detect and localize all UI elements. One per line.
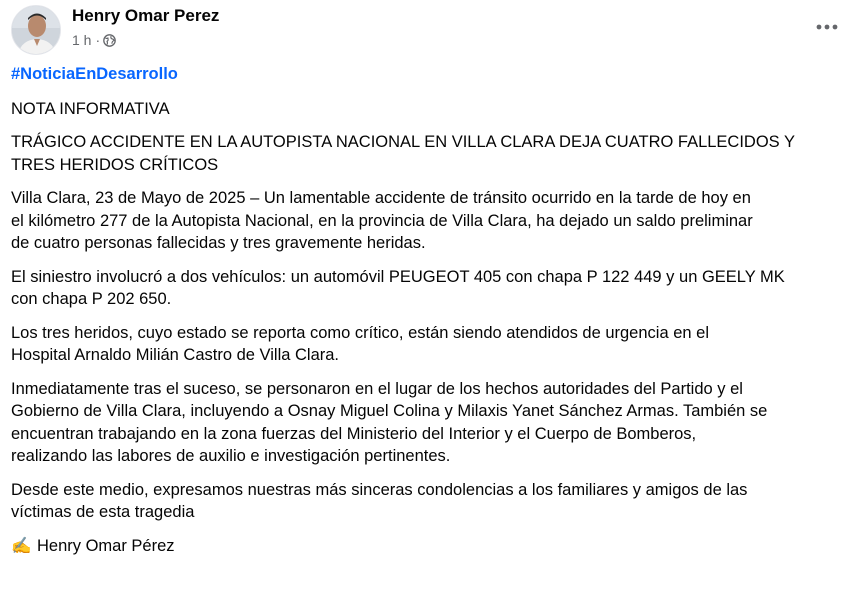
text-line: El siniestro involucró a dos vehículos: un automóvil PEUGEOT 405 con chapa P 122 449 y un GEELY MK [11, 267, 785, 286]
text-line: NOTA INFORMATIVA [11, 99, 170, 118]
signature-name: Henry Omar Pérez [37, 536, 175, 555]
text-line: víctimas de esta tragedia [11, 503, 195, 521]
text-line: con chapa P 202 650. [11, 290, 172, 308]
paragraph-injured [11, 322, 850, 367]
text-line: encuentran trabajando en la zona fuerzas del Ministerio del Interior y el Cuerpo de Bomberos, [11, 424, 697, 443]
text-line: Hospital Arnaldo Milián Castro de Villa Clara. [11, 346, 340, 364]
text-line: Inmediatamente tras el suceso, se personaron en el lugar de los hechos autoridades del Partido y el [11, 379, 743, 398]
text-line: el kilómetro 277 de la Autopista Nacional, en la provincia de Villa Clara, ha dejado un saldo preliminar [11, 211, 753, 230]
more-options-button[interactable] [813, 13, 841, 41]
hashtag-line [11, 63, 850, 86]
paragraph-condolences [11, 479, 850, 524]
globe-icon[interactable] [103, 34, 116, 47]
signature-line [11, 535, 850, 558]
avatar-photo [12, 6, 61, 55]
text-line: Desde este medio, expresamos nuestras más sinceras condolencias a los familiares y amigos de las [11, 480, 748, 499]
paragraph-vehicles [11, 266, 850, 311]
paragraph-headline [11, 131, 850, 176]
text-line: de cuatro personas fallecidas y tres gravemente heridas. [11, 234, 426, 252]
more-horizontal-icon [816, 24, 838, 30]
text-line: TRÁGICO ACCIDENTE EN LA AUTOPISTA NACIONAL EN VILLA CLARA DEJA CUATRO FALLECIDOS Y [11, 133, 795, 151]
hashtag-link[interactable]: #NoticiaEnDesarrollo [11, 65, 178, 83]
meta-separator: · [95, 32, 101, 48]
avatar[interactable] [11, 5, 61, 55]
paragraph-authorities [11, 378, 850, 468]
post-author[interactable]: Henry Omar Perez [72, 6, 220, 25]
text-line: Los tres heridos, cuyo estado se reporta como crítico, están siendo atendidos de urgencia en el [11, 323, 709, 342]
text-line: realizando las labores de auxilio e investigación pertinentes. [11, 447, 451, 465]
text-line: Villa Clara, 23 de Mayo de 2025 – Un lamentable accidente de tránsito ocurrido en la tarde de hoy en [11, 189, 751, 207]
post-meta [72, 32, 116, 48]
paragraph-title-label [11, 98, 850, 121]
text-line: TRES HERIDOS CRÍTICOS [11, 155, 219, 174]
text-line: Gobierno de Villa Clara, incluyendo a Osnay Miguel Colina y Milaxis Yanet Sánchez Armas. También se [11, 402, 768, 420]
post-content [11, 63, 850, 568]
writing-hand-icon: ✍️ [11, 536, 32, 555]
post-time[interactable]: 1 h [72, 32, 92, 48]
post-header [11, 5, 841, 55]
paragraph-intro [11, 187, 850, 255]
